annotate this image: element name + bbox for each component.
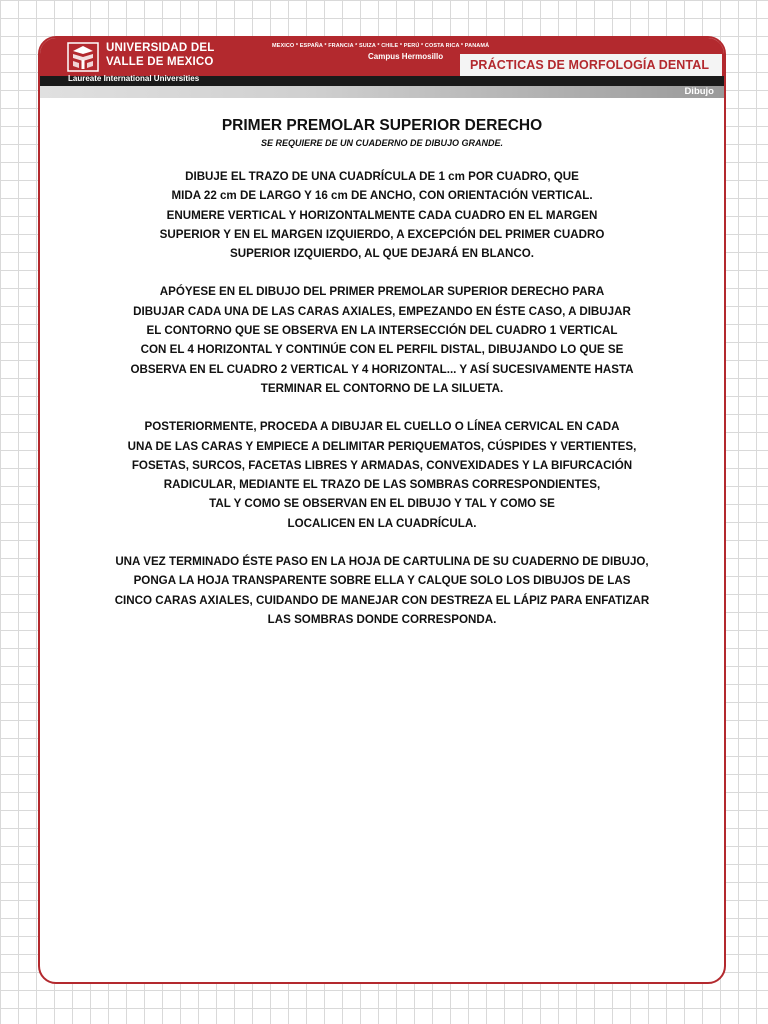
paragraph-line: LOCALICEN EN LA CUADRÍCULA. xyxy=(287,516,477,530)
paragraph-line: MIDA 22 cm DE LARGO Y 16 cm DE ANCHO, CON ORIENTACIÓN VERTICAL. xyxy=(171,189,593,203)
university-name-line-2: VALLE DE MEXICO xyxy=(106,56,214,68)
paragraph-line: TAL Y COMO SE OBSERVAN EN EL DIBUJO Y TAL Y COMO SE xyxy=(209,497,555,511)
document-subtitle: SE REQUIERE DE UN CUADERNO DE DIBUJO GRANDE. xyxy=(260,138,504,148)
paragraph-detail-instructions xyxy=(40,417,724,533)
paragraph-line: SUPERIOR IZQUIERDO, AL QUE DEJARÁ EN BLANCO. xyxy=(229,247,535,261)
paragraph-line: CINCO CARAS AXIALES, CUIDANDO DE MANEJAR CON DESTREZA EL LÁPIZ PARA ENFATIZAR xyxy=(114,593,650,607)
paragraph-line: SUPERIOR Y EN EL MARGEN IZQUIERDO, A EXCEPCIÓN DEL PRIMER CUADRO xyxy=(159,227,605,241)
section-label: Dibujo xyxy=(684,86,714,97)
paragraph-line: PONGA LA HOJA TRANSPARENTE SOBRE ELLA Y CALQUE SOLO LOS DIBUJOS DE LAS xyxy=(133,574,631,588)
paragraph-line: DIBUJE EL TRAZO DE UNA CUADRÍCULA DE 1 cm POR CUADRO, QUE xyxy=(185,170,579,183)
paragraph-line: ENUMERE VERTICAL Y HORIZONTALMENTE CADA CUADRO EN EL MARGEN xyxy=(166,208,598,222)
paragraph-line: TERMINAR EL CONTORNO DE LA SILUETA. xyxy=(260,381,504,395)
document-page xyxy=(38,36,726,984)
network-name: Laureate International Universities xyxy=(68,74,200,83)
document-content xyxy=(40,116,724,629)
paragraph-line: UNA DE LAS CARAS Y EMPIECE A DELIMITAR PERIQUEMATOS, CÚSPIDES Y VERTIENTES, xyxy=(127,439,637,453)
paragraph-grid-instructions xyxy=(40,167,724,263)
paragraph-line: CON EL 4 HORIZONTAL Y CONTINÚE CON EL PERFIL DISTAL, DIBUJANDO LO QUE SE xyxy=(140,343,624,357)
paragraph-line: UNA VEZ TERMINADO ÉSTE PASO EN LA HOJA DE CARTULINA DE SU CUADERNO DE DIBUJO, xyxy=(115,555,649,569)
paragraph-line: FOSETAS, SURCOS, FACETAS LIBRES Y ARMADAS, CONVEXIDADES Y LA BIFURCACIÓN xyxy=(131,458,633,472)
university-crest-icon xyxy=(67,42,99,72)
paragraph-line: DIBUJAR CADA UNA DE LAS CARAS AXIALES, EMPEZANDO EN ÉSTE CASO, A DIBUJAR xyxy=(133,304,631,318)
course-title: PRÁCTICAS DE MORFOLOGÍA DENTAL xyxy=(470,58,710,72)
university-name-line-1: UNIVERSIDAD DEL xyxy=(106,42,215,54)
paragraph-line: POSTERIORMENTE, PROCEDA A DIBUJAR EL CUELLO O LÍNEA CERVICAL EN CADA xyxy=(144,420,620,434)
countries-list: MEXICO * ESPAÑA * FRANCIA * SUIZA * CHILE * PERÚ * COSTA RICA * PANAMÁ xyxy=(272,43,490,49)
document-title: PRIMER PREMOLAR SUPERIOR DERECHO xyxy=(221,117,543,134)
campus-name: Campus Hermosillo xyxy=(368,52,444,61)
paragraph-line: OBSERVA EN EL CUADRO 2 VERTICAL Y 4 HORIZONTAL... Y ASÍ SUCESIVAMENTE HASTA xyxy=(130,362,634,376)
paragraph-line: LAS SOMBRAS DONDE CORRESPONDA. xyxy=(267,612,497,626)
paragraph-contour-instructions xyxy=(40,282,724,398)
paragraph-line: APÓYESE EN EL DIBUJO DEL PRIMER PREMOLAR SUPERIOR DERECHO PARA xyxy=(159,285,605,299)
paragraph-line: EL CONTORNO QUE SE OBSERVA EN LA INTERSECCIÓN DEL CUADRO 1 VERTICAL xyxy=(146,324,618,338)
section-bar xyxy=(40,86,724,98)
university-name xyxy=(106,41,214,69)
paragraph-line: RADICULAR, MEDIANTE EL TRAZO DE LAS SOMBRAS CORRESPONDIENTES, xyxy=(163,478,601,492)
paragraph-tracing-instructions xyxy=(40,552,724,629)
